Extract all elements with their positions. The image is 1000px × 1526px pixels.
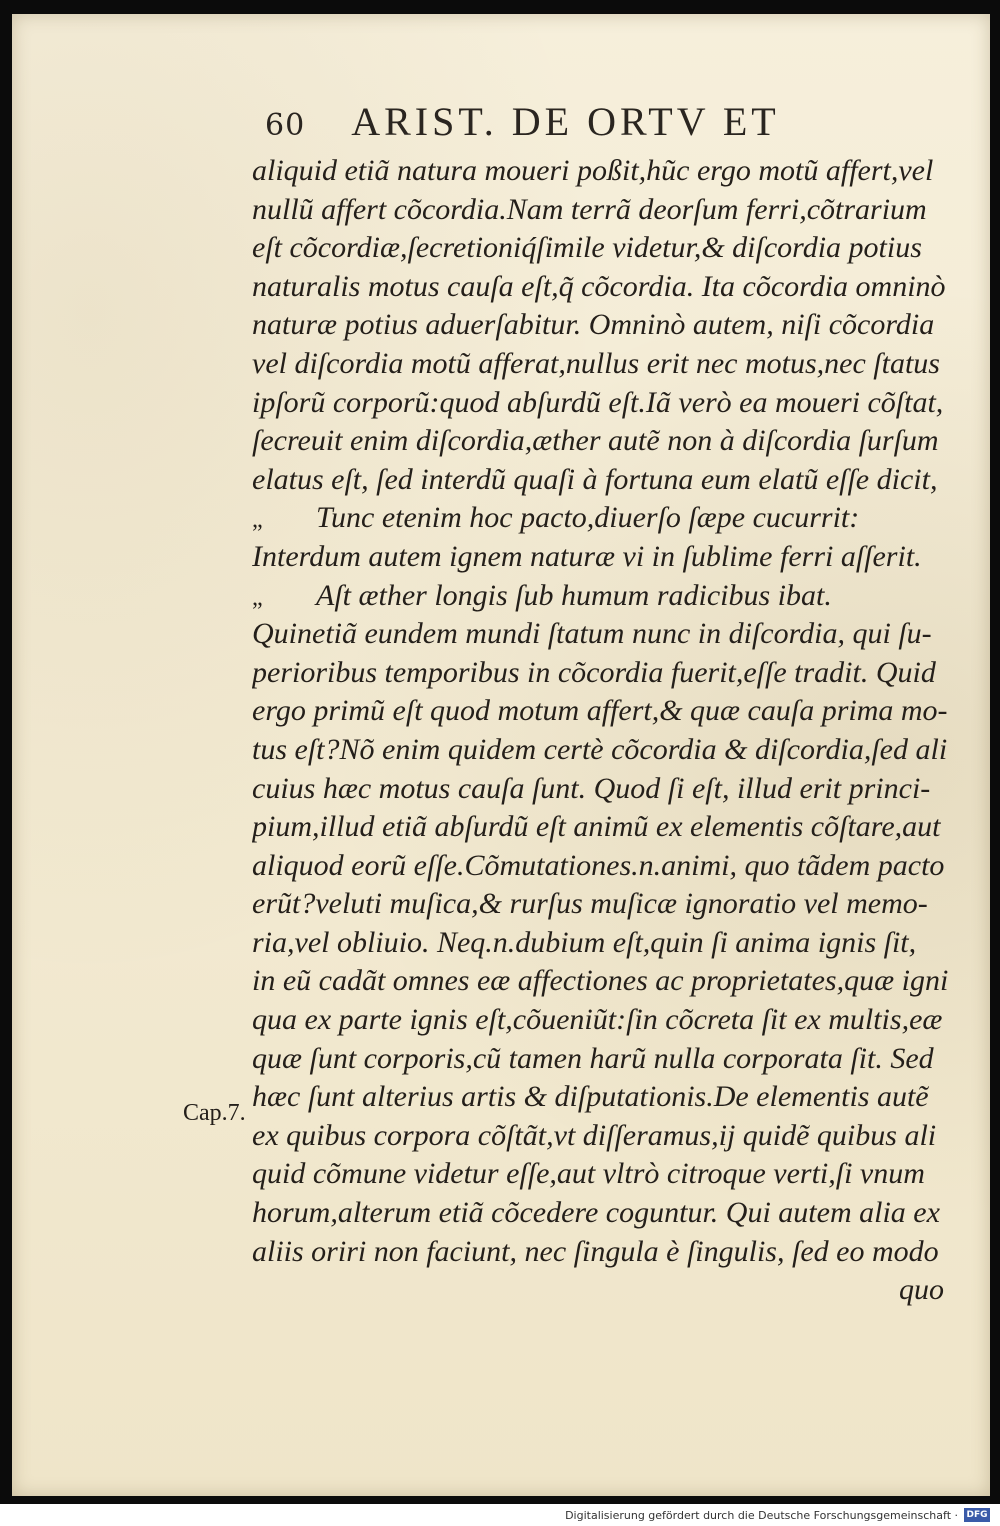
verse-line [252,577,952,616]
text-line: ria,vel obliuio. Neq.n.dubium eſt,quin ſi anima ignis ſit, [252,925,917,959]
funding-footer [565,1506,990,1524]
text-line: ex quibus corpora cõſtãt,vt diſſeramus,ij quidẽ quibus ali [252,1118,937,1152]
text-line: vel diſcordia motũ afferat,nullus erit nec motus,nec ſtatus [252,346,940,380]
text-line: naturalis motus cauſa eſt,q̃ cõcordia. Ita cõcordia omninò [252,269,946,303]
body-text [252,152,952,1310]
text-line: qua ex parte ignis eſt,cõueniũt:ſin cõcreta ſit ex multis,eæ [252,1003,943,1037]
verse-text: Tunc etenim hoc pacto,diuerſo ſæpe cucurrit: [316,501,860,535]
text-line: elatus eſt, ſed interdũ quaſi à fortuna eum elatũ eſſe dicit, [252,462,938,496]
verse-line [252,499,952,538]
text-line: perioribus temporibus in cõcordia fuerit,eſſe tradit. Quid [252,655,936,689]
chapter-margin-note: Cap.7. [183,1100,246,1126]
text-line: horum,alterum etiã cõcedere coguntur. Qui autem alia ex [252,1196,940,1230]
funding-text: Digitalisierung gefördert durch die Deutsche Forschungsgemeinschaft · [565,1508,958,1522]
text-line: erũt?veluti muſica,& rurſus muſicæ ignoratio vel memo- [252,887,928,921]
text-line: Quinetiã eundem mundi ſtatum nunc in diſcordia, qui ſu- [252,617,932,651]
verse-mark: „ [252,584,263,611]
text-line: quæ ſunt corporis,cũ tamen harũ nulla corporata ſit. Sed [252,1041,934,1075]
text-line: nullũ affert cõcordia.Nam terrã deorſum ferri,cõtrarium [252,192,927,226]
text-line: in eũ cadãt omnes eæ affectiones ac proprietates,quæ igni [252,964,949,998]
text-line: hæc ſunt alterius artis & diſputationis.De elementis autẽ [252,1080,929,1114]
running-title: ARIST. DE ORTV ET [351,99,780,144]
text-line: ſecreuit enim diſcordia,æther autẽ non à diſcordia ſurſum [252,424,939,458]
text-line: quid cõmune videtur eſſe,aut vltrò citroque verti,ſi vnum [252,1157,925,1191]
text-line: naturæ potius aduerſabitur. Omninò autem, niſi cõcordia [252,308,935,342]
text-line: eſt cõcordiæ,ſecretioniq́ſimile videtur,& diſcordia potius [252,231,922,265]
text-line: Interdum autem ignem naturæ vi in ſublime ferri aſſerit. [252,539,922,573]
text-line: aliquid etiã natura moueri poßit,hũc ergo motũ affert,vel [252,154,934,187]
dfg-logo: DFG [964,1508,990,1522]
text-line: aliquod eorũ eſſe.Cõmutationes.n.animi, quo tãdem pacto [252,848,945,882]
text-line: ipſorũ corporũ:quod abſurdũ eſt.Iã verò ea moueri cõſtat, [252,385,944,419]
verse-text: Aſt æther longis ſub humum radicibus ibat. [316,578,832,612]
text-line: tus eſt?Nõ enim quidem certè cõcordia & diſcordia,ſed ali [252,732,948,766]
page-number: 60 [265,108,306,143]
running-head [265,98,780,150]
text-line: aliis oriri non faciunt, nec ſingula è ſingulis, ſed eo modo [252,1234,939,1268]
verse-mark: „ [252,507,263,534]
text-line: cuius hæc motus cauſa ſunt. Quod ſi eſt, illud erit princi- [252,771,931,805]
text-line: pium,illud etiã abſurdũ eſt animũ ex elementis cõſtare,aut [252,810,941,844]
text-line: ergo primũ eſt quod motum affert,& quæ cauſa prima mo- [252,694,948,728]
catchword: quo [899,1273,944,1307]
